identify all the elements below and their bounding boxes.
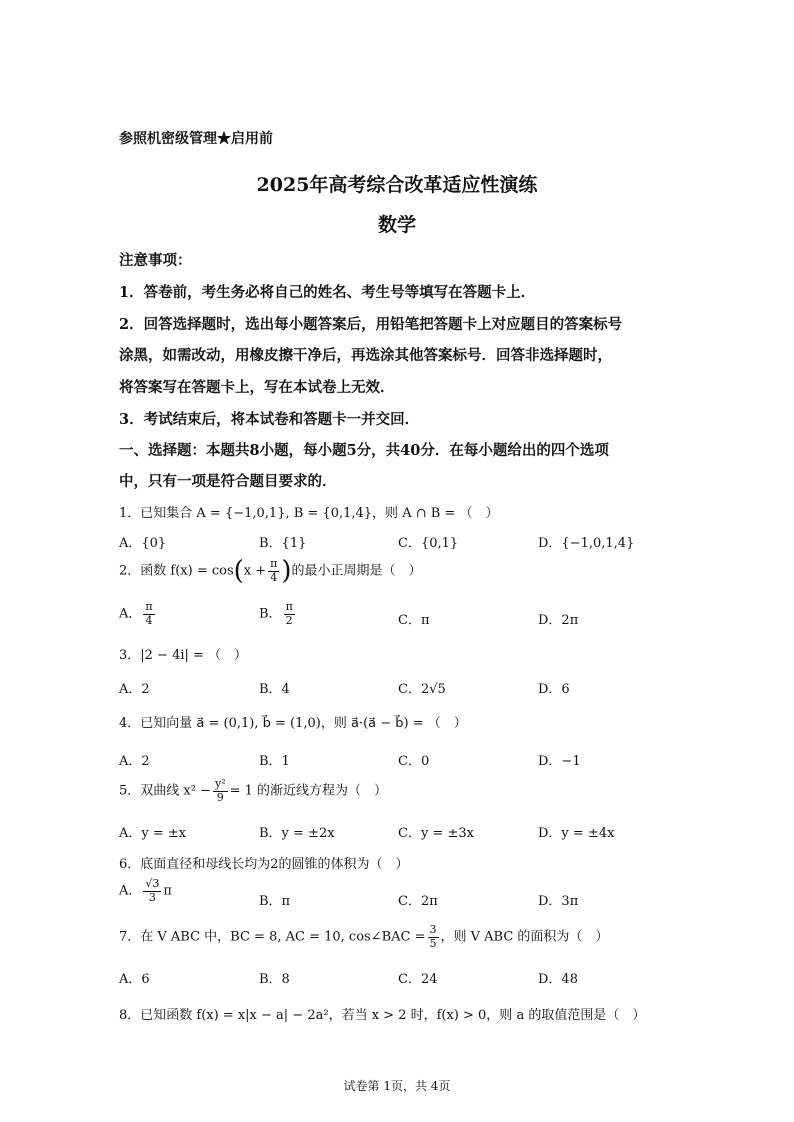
- fraction-numerator: π: [145, 600, 153, 613]
- question-6-option-b: B．π: [259, 894, 291, 909]
- question-7-stem-suffix: ，则 V ABC 的面积为（ ）: [440, 929, 609, 945]
- right-paren: ): [281, 556, 292, 587]
- fraction-denominator: 4: [145, 613, 153, 627]
- exam-title: 2025年高考综合改革适应性演练: [256, 174, 538, 196]
- fraction-denominator: 3: [148, 890, 156, 904]
- option-b-fraction: [284, 601, 295, 627]
- question-7-stem-prefix: 7．在 V ABC 中，BC = 8, AC = 10, cos∠BAC =: [119, 929, 426, 945]
- fraction-numerator: y²: [214, 777, 226, 790]
- page-footer: 试卷第 1页，共 4页: [343, 1079, 451, 1093]
- question-7-stem: [119, 924, 608, 950]
- option-a-suffix: π: [163, 883, 172, 899]
- subject-title: 数学: [377, 214, 416, 236]
- fraction-denominator: 2: [285, 613, 293, 627]
- question-2-stem-suffix: 的最小正周期是（ ）: [291, 563, 422, 579]
- notice-item-2-line-3: 将答案写在答题卡上，写在本试卷上无效．: [119, 379, 395, 396]
- option-a-fraction: [143, 601, 154, 627]
- question-7-option-d: D．48: [538, 972, 578, 987]
- notice-item-2-line-1: 2．回答选择题时，选出每小题答案后，用铅笔把答题卡上对应题目的答案标号: [119, 316, 623, 333]
- question-7-option-b: B．8: [259, 972, 290, 987]
- question-6-option-a: [119, 878, 172, 904]
- question-5-stem-prefix: 5．双曲线 x² −: [119, 783, 211, 799]
- question-4-option-b: B．1: [259, 754, 290, 769]
- option-letter: A．: [119, 883, 142, 899]
- question-4-stem: 4．已知向量 a⃗ = (0,1), b⃗ = (1,0)，则 a⃗·(a⃗ − b⃗) = （ ）: [119, 716, 467, 731]
- question-2-option-a: [119, 601, 157, 627]
- question-2-stem-inner: x +: [243, 563, 267, 579]
- question-4-option-c: C．0: [398, 754, 430, 769]
- left-paren: (: [233, 556, 244, 587]
- question-5-option-a: A．y = ±x: [119, 826, 187, 841]
- section-heading-line-1: 一、选择题：本题共8小题，每小题5分，共40分．在每小题给出的四个选项: [119, 442, 609, 459]
- question-1-option-b: B．{1}: [259, 536, 307, 551]
- confidentiality-label: 参照机密级管理★启用前: [119, 131, 273, 147]
- fraction-numerator: 3: [429, 923, 437, 936]
- question-1-stem: 1．已知集合 A = {−1,0,1}, B = {0,1,4}，则 A ∩ B = （ ）: [119, 506, 499, 521]
- question-3-option-c: C．2√5: [398, 682, 446, 697]
- fraction-numerator: √3: [145, 877, 160, 890]
- question-4-option-a: A．2: [119, 754, 150, 769]
- question-5-option-d: D．y = ±4x: [538, 826, 615, 841]
- question-4-option-d: D．−1: [538, 754, 581, 769]
- question-5-stem: [119, 778, 387, 804]
- question-3-option-a: A．2: [119, 682, 150, 697]
- question-7-fraction: [428, 924, 439, 950]
- section-heading-line-2: 中，只有一项是符合题目要求的．: [119, 473, 337, 490]
- question-2-stem: [119, 556, 422, 587]
- question-2-option-b: [259, 601, 297, 627]
- notice-item-2-line-2: 涂黑，如需改动，用橡皮擦干净后，再选涂其他答案标号．回答非选择题时，: [119, 347, 612, 364]
- option-letter: A．: [119, 606, 142, 622]
- question-1-option-c: C．{0,1}: [398, 536, 459, 551]
- question-6-option-c: C．2π: [398, 894, 438, 909]
- fraction-numerator: π: [270, 557, 278, 570]
- option-a-fraction: [143, 878, 161, 904]
- fraction-denominator: 9: [216, 790, 224, 804]
- question-1-option-a: A．{0}: [119, 536, 167, 551]
- question-7-option-c: C．24: [398, 972, 438, 987]
- notice-item-1: 1．答卷前，考生务必将自己的姓名、考生号等填写在答题卡上．: [119, 284, 536, 301]
- question-6-option-d: D．3π: [538, 894, 579, 909]
- question-6-stem: 6．底面直径和母线长均为2的圆锥的体积为（ ）: [119, 857, 409, 872]
- question-2-option-c: C．π: [398, 613, 430, 628]
- question-5-stem-suffix: = 1 的渐近线方程为（ ）: [229, 783, 388, 799]
- question-5-option-b: B．y = ±2x: [259, 826, 335, 841]
- question-2-option-d: D．2π: [538, 613, 579, 628]
- fraction-denominator: 5: [429, 936, 437, 950]
- question-3-option-b: B．4: [259, 682, 290, 697]
- question-5-fraction: [213, 778, 228, 804]
- question-2-fraction: [268, 558, 279, 584]
- question-2-stem-prefix: 2．函数 f(x) = cos: [119, 563, 234, 579]
- question-3-stem: 3．|2 − 4i| = （ ）: [119, 648, 248, 663]
- fraction-numerator: π: [285, 600, 293, 613]
- option-letter: B．: [259, 606, 282, 622]
- notice-heading: 注意事项：: [119, 252, 192, 269]
- question-1-option-d: D．{−1,0,1,4}: [538, 536, 635, 551]
- question-5-option-c: C．y = ±3x: [398, 826, 474, 841]
- fraction-denominator: 4: [270, 570, 278, 584]
- question-7-option-a: A．6: [119, 972, 150, 987]
- notice-item-3: 3．考试结束后，将本试卷和答题卡一并交回．: [119, 411, 420, 428]
- question-3-option-d: D．6: [538, 682, 570, 697]
- question-8-stem: 8．已知函数 f(x) = x|x − a| − 2a²，若当 x > 2 时，f(x) > 0，则 a 的取值范围是（ ）: [119, 1008, 646, 1023]
